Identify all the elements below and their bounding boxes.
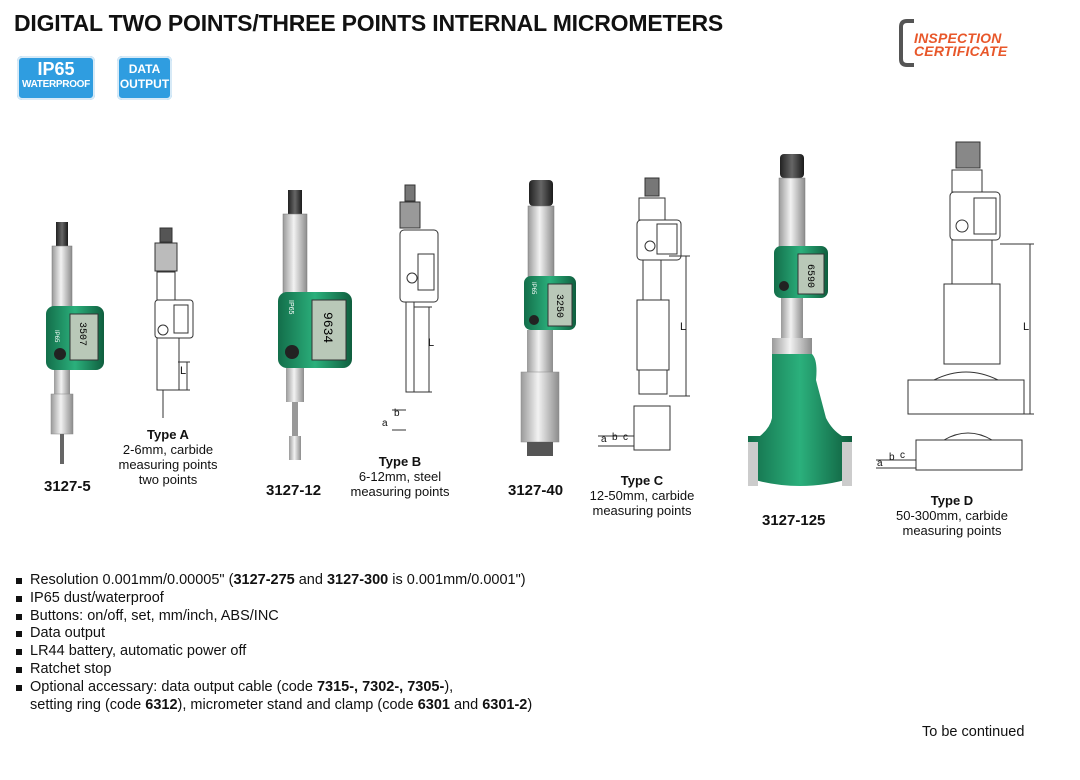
type-a-caption <box>108 427 228 487</box>
feature-battery: LR44 battery, automatic power off <box>14 643 532 661</box>
dim-c-d: c <box>900 450 905 461</box>
type-a-line3: two points <box>138 472 198 487</box>
type-b-caption <box>340 454 460 499</box>
type-d-line2: measuring points <box>902 523 1002 538</box>
dim-l-c: L <box>680 321 687 333</box>
model-3127-125: 3127-125 <box>762 512 826 529</box>
dim-a-c: a <box>601 434 607 445</box>
type-b-line1: 6-12mm, steel <box>358 469 442 484</box>
feature-accessary-cont: setting ring (code 6312), micrometer stand and clamp (code 6301 and 6301-2) <box>30 696 533 713</box>
type-a-drawing <box>155 228 193 418</box>
dim-l-d: L <box>1023 321 1030 333</box>
dim-l-a: L <box>180 365 187 377</box>
feature-resolution: Resolution 0.001mm/0.00005" (3127-275 and 3127-300 is 0.001mm/0.0001") <box>14 572 532 590</box>
ip65-badge-label: IP65 <box>37 59 75 79</box>
dim-a-b: a <box>382 418 388 429</box>
type-a-line2: measuring points <box>118 457 218 472</box>
ip65-mark-2: IP65 <box>287 300 294 315</box>
feature-ratchet: Ratchet stop <box>14 661 532 679</box>
dim-l-b: L <box>428 337 435 349</box>
display-3127-12: 9634 <box>320 312 335 344</box>
type-a-line1: 2-6mm, carbide <box>122 442 214 457</box>
type-b-name: Type B <box>378 454 422 469</box>
model-3127-40: 3127-40 <box>508 482 564 499</box>
micrometer-3127-12 <box>278 190 352 460</box>
ip65-mark-1: IP65 <box>53 330 59 343</box>
type-c-line2: measuring points <box>592 503 692 518</box>
type-b-drawing <box>392 185 438 430</box>
type-d-drawing <box>876 142 1034 470</box>
dim-b-d: b <box>889 452 895 463</box>
dim-c-c: c <box>623 432 628 443</box>
micrometer-3127-125 <box>748 154 852 486</box>
model-3127-5: 3127-5 <box>44 478 91 495</box>
feature-data-output: Data output <box>14 625 532 643</box>
feature-ip65: IP65 dust/waterproof <box>14 590 532 608</box>
model-3127-12: 3127-12 <box>266 482 322 499</box>
ip65-mark-3: IP65 <box>530 282 536 295</box>
type-d-caption <box>884 493 1020 538</box>
certificate-line1: INSPECTION <box>914 30 1002 46</box>
dim-b-c: b <box>612 432 618 443</box>
type-d-line1: 50-300mm, carbide <box>896 508 1008 523</box>
type-c-line1: 12-50mm, carbide <box>589 488 695 503</box>
type-c-drawing <box>598 178 690 450</box>
type-c-caption <box>580 473 704 518</box>
dim-a-d: a <box>877 458 883 469</box>
data-output-line2: OUTPUT <box>119 77 170 91</box>
type-b-line2: measuring points <box>350 484 450 499</box>
to-be-continued: To be continued <box>922 724 1025 740</box>
ip65-badge-sublabel: WATERPROOF <box>22 79 90 90</box>
data-output-line1: DATA <box>128 62 161 76</box>
feature-accessary: Optional accessary: data output cable (code 7315-, 7302-, 7305-), <box>14 679 532 697</box>
micrometer-3127-40 <box>521 180 576 456</box>
feature-buttons: Buttons: on/off, set, mm/inch, ABS/INC <box>14 608 532 626</box>
display-3127-5: 3507 <box>76 322 87 347</box>
feature-list <box>14 572 532 714</box>
micrometer-3127-5 <box>46 222 104 464</box>
dim-b-b: b <box>394 408 400 419</box>
type-d-name: Type D <box>930 493 974 508</box>
type-c-name: Type C <box>620 473 664 488</box>
display-3127-40: 3250 <box>553 294 564 319</box>
page-title: DIGITAL TWO POINTS/THREE POINTS INTERNAL MICROMETERS <box>14 10 724 36</box>
display-3127-125: 6590 <box>804 264 815 289</box>
certificate-line2: CERTIFICATE <box>914 43 1008 59</box>
type-a-name: Type A <box>147 427 189 442</box>
